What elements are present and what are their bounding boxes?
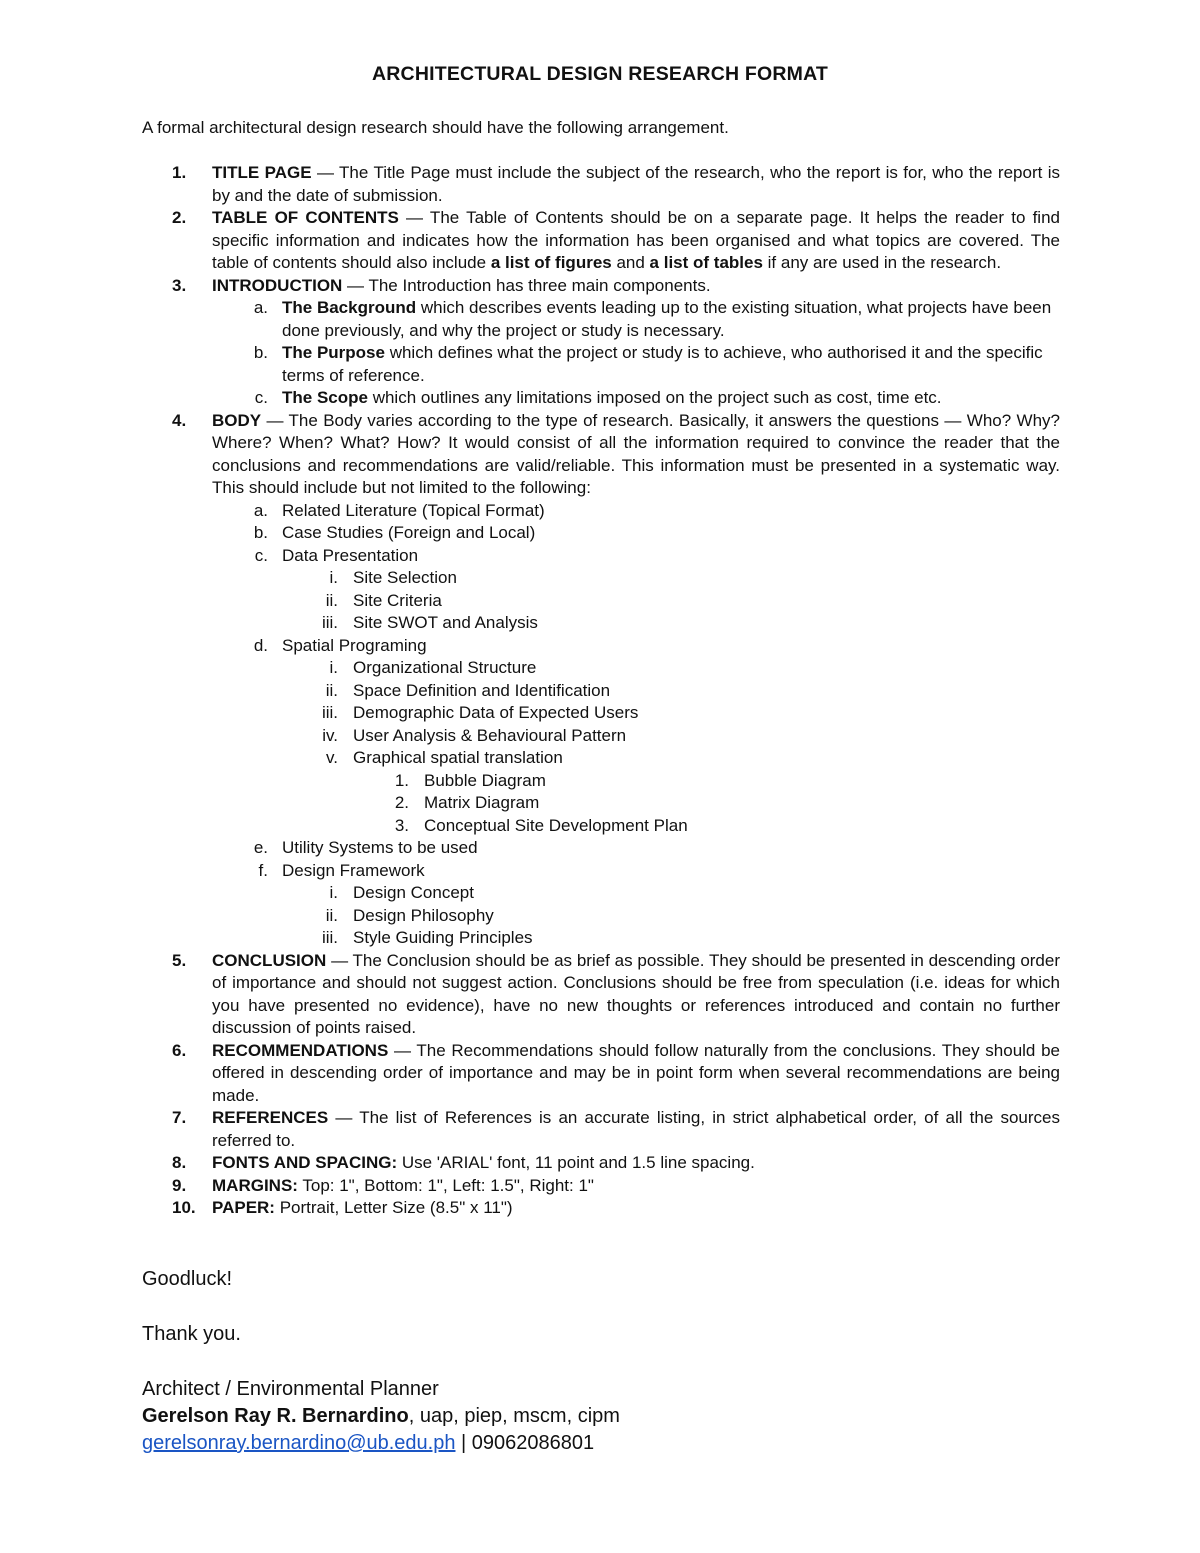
sub-item-number: b. — [253, 523, 268, 542]
sub-item — [142, 860, 1060, 883]
sub-item-number: c. — [254, 388, 268, 407]
level-4-item-number: 3. — [394, 815, 409, 835]
signature-role: Architect / Environmental Planner — [142, 1378, 439, 1400]
level-4-item — [142, 792, 1060, 815]
item-text: Portrait, Letter Size (8.5" x 11") — [274, 1198, 513, 1217]
item-emphasis: a list of figures — [490, 253, 612, 272]
signature-name-line — [142, 1403, 620, 1429]
sub-item — [142, 500, 1060, 523]
item-emphasis: a list of tables — [649, 253, 763, 272]
item-number: 5. — [172, 950, 187, 970]
level-4-item — [142, 770, 1060, 793]
sub-item-heading: The Background — [282, 298, 417, 317]
list-item-margins — [142, 1175, 1060, 1198]
sub-sub-item-number: ii. — [325, 905, 338, 925]
contact-separator: | — [455, 1432, 472, 1454]
list-item-title-page — [142, 162, 1060, 207]
item-heading: TABLE OF CONTENTS — [212, 208, 399, 227]
sub-sub-item — [142, 612, 1060, 635]
sub-sub-item-number: i. — [329, 883, 338, 902]
sub-sub-item-number: i. — [329, 658, 338, 677]
sub-sub-item-text: Site Criteria — [353, 590, 442, 610]
level-4-item-text: Bubble Diagram — [424, 770, 546, 790]
item-heading: PAPER: — [212, 1198, 275, 1217]
sub-sub-item — [142, 657, 1060, 680]
item-heading: INTRODUCTION — [212, 275, 343, 295]
sub-item-number: a. — [253, 500, 268, 520]
sub-sub-item-number: iii. — [321, 703, 338, 722]
item-number: 3. — [172, 275, 187, 295]
level-4-item-number: 2. — [394, 793, 409, 812]
item-number: 2. — [172, 208, 187, 227]
sub-item-heading: The Scope — [282, 388, 368, 407]
sub-sub-item-text: Design Philosophy — [353, 905, 494, 925]
sub-item-text: Case Studies (Foreign and Local) — [282, 523, 536, 542]
signature-credentials: , uap, piep, mscm, cipm — [408, 1405, 620, 1427]
sub-item-background — [142, 297, 1060, 342]
item-heading: REFERENCES — [212, 1108, 329, 1127]
item-heading: TITLE PAGE — [212, 163, 312, 182]
item-heading: MARGINS: — [212, 1175, 298, 1195]
item-text: — The list of References is an accurate listing, in strict alphabetical order, of all the sources referred to. — [212, 1108, 1060, 1150]
sub-sub-item-number: iii. — [321, 928, 338, 947]
item-number: 9. — [172, 1175, 187, 1195]
item-number: 7. — [172, 1108, 187, 1127]
sub-item-text: which outlines any limitations imposed on the project such as cost, time etc. — [367, 388, 942, 407]
format-list — [142, 162, 1060, 1220]
item-text: Top: 1", Bottom: 1", Left: 1.5", Right: 1" — [297, 1175, 594, 1195]
sub-sub-item — [142, 680, 1060, 703]
sub-sub-item — [142, 747, 1060, 770]
list-item-recommendations — [142, 1040, 1060, 1108]
sub-item-text: Data Presentation — [282, 545, 419, 565]
phone-number: 09062086801 — [471, 1432, 595, 1454]
level-4-item — [142, 815, 1060, 838]
sub-item-text: which defines what the project or study is to achieve, who authorised it and the specific terms of reference. — [282, 343, 1043, 385]
sub-sub-item-text: Style Guiding Principles — [353, 928, 533, 947]
sub-item-text: which describes events leading up to the existing situation, what projects have been done previously, and why the project or study is necessary. — [282, 298, 1052, 340]
item-heading: CONCLUSION — [212, 950, 327, 970]
item-text: Use 'ARIAL' font, 11 point and 1.5 line spacing. — [397, 1153, 755, 1172]
sub-sub-item — [142, 725, 1060, 748]
level-4-item-text: Conceptual Site Development Plan — [424, 815, 688, 835]
sub-sub-item-number: ii. — [325, 680, 338, 700]
intro-paragraph: A formal architectural design research should have the following arrangement. — [142, 118, 729, 137]
sub-item — [142, 635, 1060, 658]
sub-sub-item-text: Graphical spatial translation — [353, 748, 563, 767]
sub-item-number: e. — [253, 838, 268, 857]
sub-sub-item-text: Site Selection — [353, 568, 457, 587]
sub-sub-item-number: v. — [326, 748, 338, 767]
list-item-table-of-contents — [142, 207, 1060, 275]
item-text: — The Body varies according to the type of research. Basically, it answers the questions — Who? Why? Where? When? What? How? It would consist of all the information required to convince the reader that the conclusions and recommendations are valid/reliable. This information must be presented in a systematic way. This should include but not limited to the following: — [212, 410, 1060, 497]
closing-goodluck: Goodluck! — [142, 1268, 233, 1290]
sub-sub-item — [142, 882, 1060, 905]
item-number: 4. — [172, 410, 187, 430]
sub-item-heading: The Purpose — [282, 343, 385, 362]
page-title: ARCHITECTURAL DESIGN RESEARCH FORMAT — [371, 63, 829, 85]
sub-sub-item-text: Design Concept — [353, 883, 474, 902]
item-heading: RECOMMENDATIONS — [212, 1040, 389, 1060]
sub-item-number: f. — [258, 860, 268, 880]
sub-sub-item-number: i. — [329, 568, 338, 587]
list-item-conclusion — [142, 950, 1060, 1040]
sub-item-number: b. — [253, 343, 268, 362]
sub-sub-item-number: iii. — [321, 613, 338, 632]
item-text: — The Conclusion should be as brief as possible. They should be presented in descending order of importance and should not suggest action. Conclusions should be free from speculation (i.e. ideas for which you have presented no evidence), have no new thoughts or references introduced and contain no further discussion of points raised. — [212, 950, 1060, 1037]
sub-item — [142, 837, 1060, 860]
sub-item-scope — [142, 387, 1060, 410]
sub-item-number: a. — [253, 298, 268, 317]
sub-sub-item-number: iv. — [322, 725, 338, 745]
email-link[interactable]: gerelsonray.bernardino@ub.edu.ph — [142, 1432, 456, 1454]
closing-thanks: Thank you. — [142, 1323, 241, 1345]
list-item-body — [142, 410, 1060, 500]
item-text: if any are used in the research. — [762, 253, 1002, 272]
sub-sub-item-number: ii. — [325, 590, 338, 610]
item-number: 8. — [172, 1153, 187, 1172]
item-text: and — [611, 253, 650, 272]
sub-sub-item-text: User Analysis & Behavioural Pattern — [353, 725, 627, 745]
sub-sub-item — [142, 927, 1060, 950]
list-item-references — [142, 1107, 1060, 1152]
item-text: — The Recommendations should follow naturally from the conclusions. They should be offered in descending order of importance and may be in point form when several recommendations are being made. — [212, 1040, 1060, 1105]
sub-item-text: Spatial Programing — [282, 635, 427, 655]
list-item-paper — [142, 1197, 1060, 1220]
sub-item-text: Utility Systems to be used — [282, 838, 478, 857]
sub-sub-item-text: Organizational Structure — [353, 658, 537, 677]
level-4-item-text: Matrix Diagram — [424, 793, 540, 812]
signature-name: Gerelson Ray R. Bernardino — [142, 1405, 409, 1427]
level-4-item-number: 1. — [394, 770, 409, 790]
sub-sub-item-text: Space Definition and Identification — [353, 680, 611, 700]
contact-line — [142, 1430, 594, 1456]
item-number: 10. — [172, 1198, 196, 1217]
sub-sub-item — [142, 567, 1060, 590]
sub-item-purpose — [142, 342, 1060, 387]
item-text: — The Table of Contents should be on a separate page. It helps the reader to find specific information and indicates how the information has been organised and what topics are covered. The table of contents should also include — [212, 208, 1060, 272]
sub-item-text: Related Literature (Topical Format) — [282, 500, 545, 520]
item-number: 6. — [172, 1040, 187, 1060]
list-item-introduction — [142, 275, 1060, 298]
sub-sub-item — [142, 590, 1060, 613]
sub-sub-item — [142, 905, 1060, 928]
sub-item-text: Design Framework — [282, 860, 425, 880]
sub-sub-item-text: Demographic Data of Expected Users — [353, 703, 639, 722]
sub-item-number: d. — [253, 635, 268, 655]
sub-item-number: c. — [254, 545, 268, 565]
item-heading: BODY — [212, 410, 262, 430]
sub-sub-item-text: Site SWOT and Analysis — [353, 613, 538, 632]
item-text: — The Introduction has three main components. — [342, 275, 711, 295]
sub-item — [142, 522, 1060, 545]
item-text: — The Title Page must include the subject of the research, who the report is for, who the report is by and the date of submission. — [212, 163, 1061, 205]
sub-item — [142, 545, 1060, 568]
sub-sub-item — [142, 702, 1060, 725]
item-number: 1. — [172, 163, 187, 182]
item-heading: FONTS AND SPACING: — [212, 1153, 398, 1172]
list-item-fonts-and-spacing — [142, 1152, 1060, 1175]
